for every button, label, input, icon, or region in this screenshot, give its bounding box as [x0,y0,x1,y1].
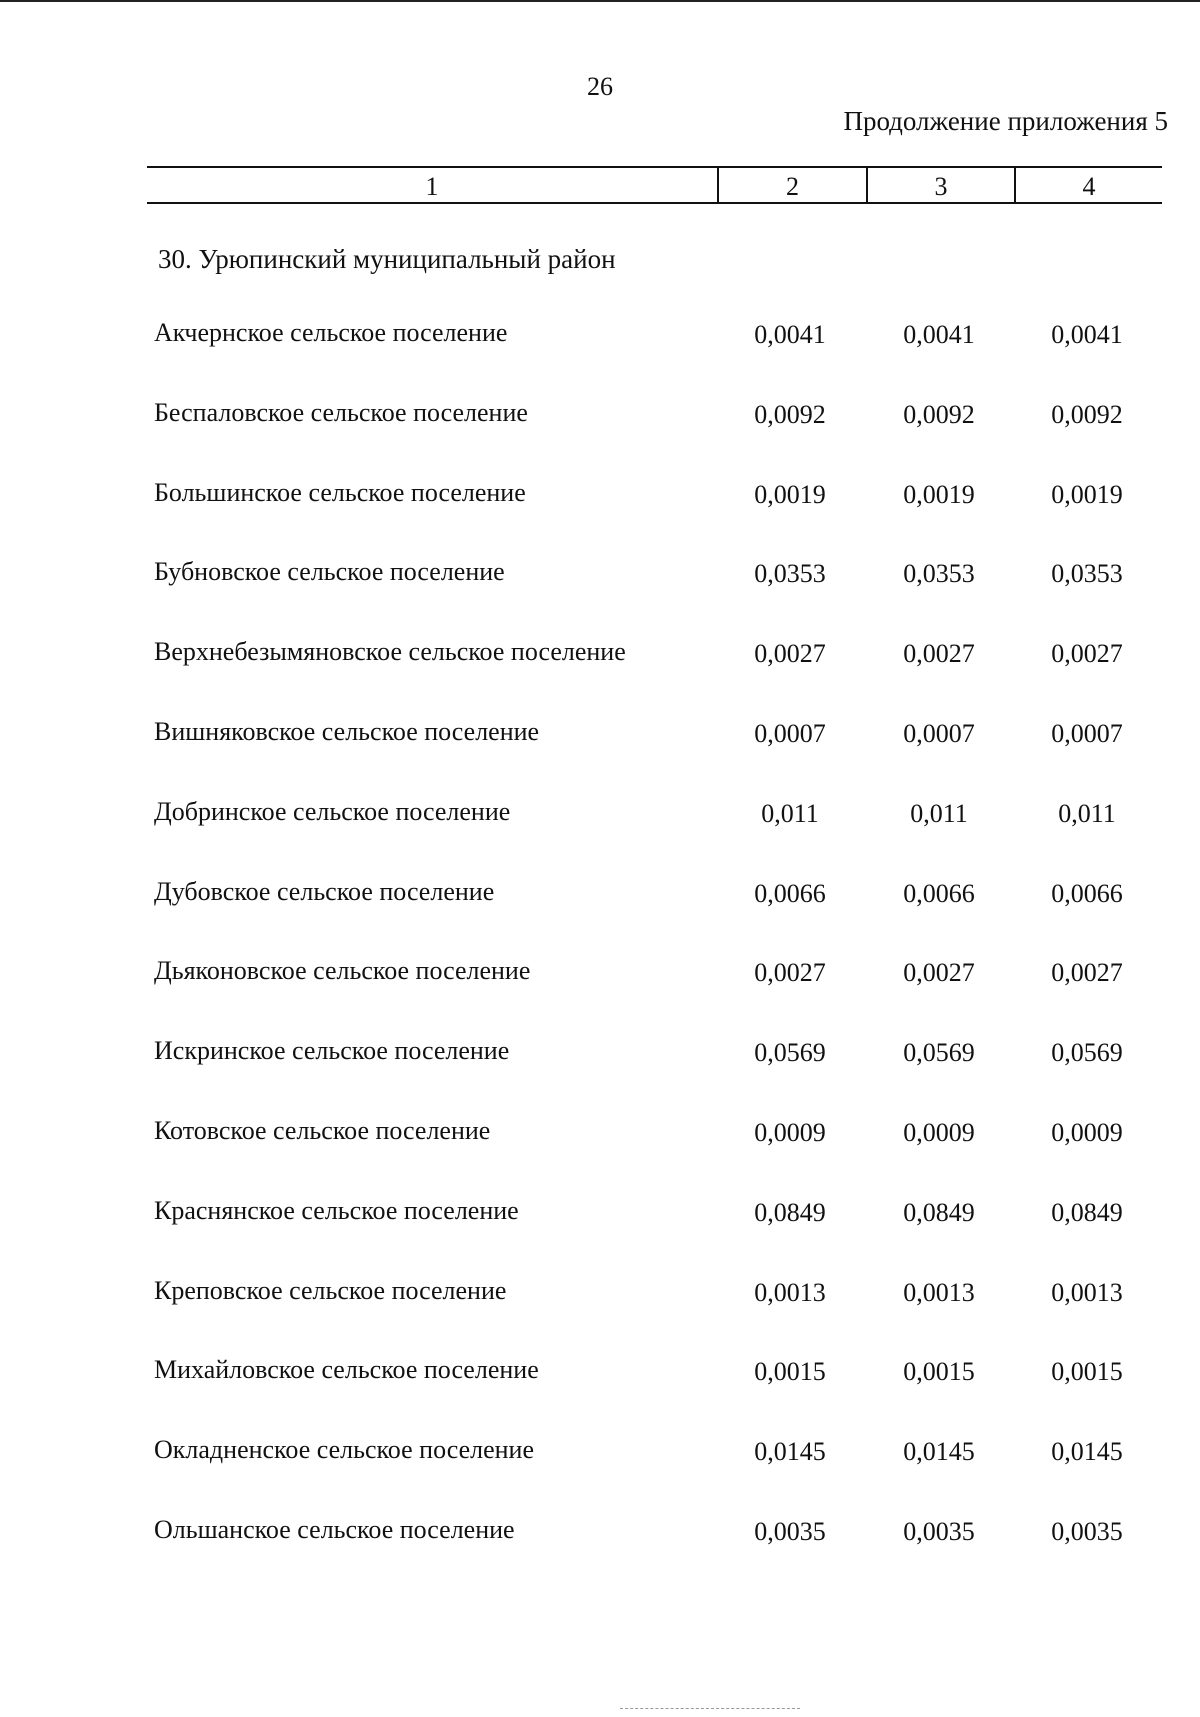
value-col-4: 0,0019 [1051,479,1123,509]
value-col-3: 0,0092 [903,399,975,429]
value-col-2: 0,0027 [754,958,826,988]
value-col-4: 0,011 [1058,798,1116,828]
table-row [0,1196,1200,1276]
value-col-3: 0,0027 [903,958,975,988]
table-row [0,877,1200,957]
value-col-3: 0,0145 [903,1437,975,1467]
header-col-3: 3 [866,168,1014,202]
page-top-border [0,0,1200,2]
appendix-continuation-label: Продолжение приложения 5 [843,106,1168,136]
value-col-3: 0,0013 [903,1277,975,1307]
settlement-name: Окладненское сельское поселение [154,1435,535,1465]
value-col-2: 0,0066 [754,878,826,908]
settlement-name: Акчернское сельское поселение [154,318,508,347]
settlement-name: Искринское сельское поселение [154,1036,510,1066]
value-col-4: 0,0041 [1051,320,1123,349]
value-col-2: 0,0007 [754,718,826,748]
value-col-3: 0,0035 [903,1516,975,1546]
table-body [0,318,1200,1595]
table-row [0,717,1200,797]
settlement-name: Бубновское сельское поселение [154,557,505,587]
section-title: 30. Урюпинский муниципальный район [158,244,616,274]
table-row [0,1515,1200,1595]
value-col-3: 0,0569 [903,1038,975,1068]
value-col-3: 0,0019 [903,479,975,509]
table-row [0,1355,1200,1435]
value-col-4: 0,0015 [1051,1357,1123,1387]
settlement-name: Краснянское сельское поселение [154,1195,519,1225]
value-col-4: 0,0035 [1051,1516,1123,1546]
table-row [0,478,1200,558]
value-col-4: 0,0013 [1051,1277,1123,1307]
settlement-name: Ольшанское сельское поселение [154,1514,515,1544]
value-col-4: 0,0569 [1051,1038,1123,1068]
value-col-3: 0,0027 [903,639,975,669]
settlement-name: Вишняковское сельское поселение [154,716,540,746]
header-col-2: 2 [717,168,866,202]
value-col-4: 0,0009 [1051,1117,1123,1147]
value-col-4: 0,0007 [1051,718,1123,748]
settlement-name: Дубовское сельское поселение [154,876,495,906]
value-col-2: 0,0353 [754,559,826,589]
settlement-name: Дьяконовское сельское поселение [154,956,531,986]
table-row [0,557,1200,637]
settlement-name: Креповское сельское поселение [154,1275,507,1305]
value-col-2: 0,0035 [754,1516,826,1546]
table-row [0,1036,1200,1116]
value-col-3: 0,0041 [903,320,975,349]
value-col-2: 0,0569 [754,1038,826,1068]
value-col-2: 0,0092 [754,399,826,429]
value-col-2: 0,0041 [754,320,826,349]
value-col-4: 0,0849 [1051,1197,1123,1227]
header-col-1: 1 [425,172,439,201]
settlement-name: Михайловское сельское поселение [154,1355,539,1385]
settlement-name: Котовское сельское поселение [154,1115,491,1145]
value-col-3: 0,011 [910,798,968,828]
value-col-3: 0,0009 [903,1117,975,1147]
value-col-3: 0,0353 [903,559,975,589]
settlement-name: Верхнебезымяновское сельское поселение [154,637,626,667]
header-col-4: 4 [1014,168,1162,202]
value-col-2: 0,0145 [754,1437,826,1467]
table-header [147,166,1162,204]
settlement-name: Большинское сельское поселение [154,477,526,507]
table-row [0,797,1200,877]
value-col-2: 0,0027 [754,639,826,669]
table-row [0,318,1200,398]
value-col-4: 0,0353 [1051,559,1123,589]
table-row [0,1116,1200,1196]
scan-artifact [620,1708,800,1711]
value-col-2: 0,0849 [754,1197,826,1227]
table-row [0,1435,1200,1515]
value-col-4: 0,0027 [1051,958,1123,988]
table-row [0,637,1200,717]
settlement-name: Добринское сельское поселение [154,796,511,826]
value-col-3: 0,0015 [903,1357,975,1387]
value-col-3: 0,0007 [903,718,975,748]
value-col-2: 0,0015 [754,1357,826,1387]
value-col-3: 0,0066 [903,878,975,908]
value-col-2: 0,011 [761,798,819,828]
settlement-name: Беспаловское сельское поселение [154,397,528,427]
value-col-4: 0,0027 [1051,639,1123,669]
value-col-3: 0,0849 [903,1197,975,1227]
value-col-4: 0,0092 [1051,399,1123,429]
value-col-2: 0,0013 [754,1277,826,1307]
value-col-2: 0,0019 [754,479,826,509]
value-col-2: 0,0009 [754,1117,826,1147]
page-number: 26 [587,72,613,101]
value-col-4: 0,0066 [1051,878,1123,908]
table-row [0,1276,1200,1356]
value-col-4: 0,0145 [1051,1437,1123,1467]
table-row [0,956,1200,1036]
table-row [0,398,1200,478]
